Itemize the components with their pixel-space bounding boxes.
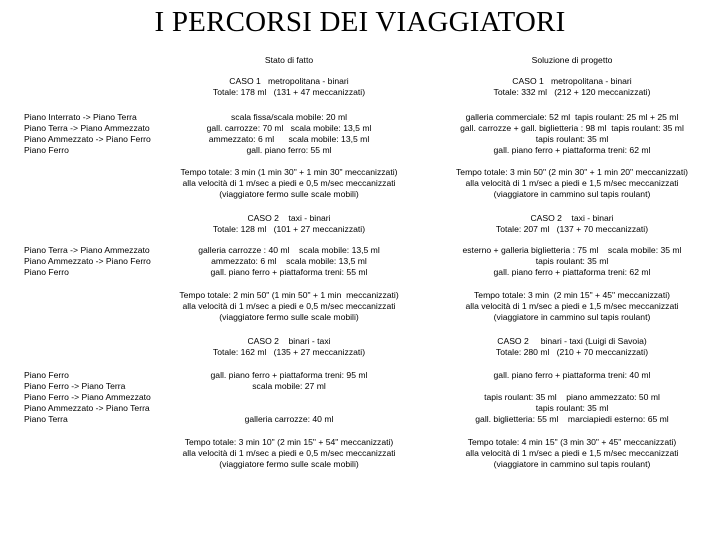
- route-detail-progetto-line: tapis roulant: 35 ml piano ammezzato: 50 ml: [484, 392, 660, 402]
- route-detail-progetto-line: esterno + galleria biglietteria : 75 ml scala mobile: 35 ml: [462, 245, 682, 255]
- floor-route-labels-line: Piano Interrato -> Piano Terra: [24, 112, 137, 122]
- route-detail-fatto-line: scala fissa/scala mobile: 20 ml: [230, 112, 348, 122]
- floor-route-labels: [24, 112, 151, 156]
- route-detail-progetto-line: gall. piano ferro + piattaforma treni: 40 ml: [493, 370, 651, 380]
- route-detail-progetto: [424, 245, 720, 278]
- route-detail-fatto-line: [160, 403, 418, 414]
- route-detail-progetto-line: galleria commerciale: 52 ml tapis roulant: 25 ml + 25 ml: [465, 112, 679, 122]
- total-time-fatto-line: alla velocità di 1 m/sec a piedi e 0,5 m/sec meccanizzati: [182, 448, 396, 458]
- header-stato-di-fatto: Stato di fatto: [264, 55, 314, 65]
- floor-route-labels-line: Piano Terra -> Piano Ammezzato: [24, 245, 150, 255]
- case-heading-fatto-line: CASO 2 taxi - binari: [247, 213, 331, 223]
- case-heading-fatto-line: Totale: 178 ml (131 + 47 meccanizzati): [212, 87, 366, 97]
- floor-route-labels-line: Piano Ferro: [24, 145, 69, 155]
- total-time-progetto: [424, 437, 720, 470]
- route-detail-progetto-line: gall. carrozze + gall. biglietteria : 98 ml tapis roulant: 35 ml: [460, 123, 684, 133]
- floor-route-labels: [24, 245, 151, 278]
- total-time-fatto-line: Tempo totale: 3 min 10" (2 min 15" + 54" meccanizzati): [184, 437, 394, 447]
- case-heading-progetto-line: Totale: 207 ml (137 + 70 meccanizzati): [495, 224, 649, 234]
- route-detail-fatto-line: gall. piano ferro + piattaforma treni: 55 ml: [210, 267, 368, 277]
- case-heading-progetto: [424, 213, 720, 235]
- case-heading-fatto: [160, 213, 418, 235]
- total-time-fatto: [160, 167, 418, 200]
- floor-route-labels-line: Piano Ammezzato -> Piano Terra: [24, 403, 150, 413]
- case-heading-progetto-line: Totale: 280 ml (210 + 70 meccanizzati): [495, 347, 649, 357]
- total-time-progetto: [424, 290, 720, 323]
- total-time-fatto-line: Tempo totale: 2 min 50" (1 min 50" + 1 min meccanizzati): [179, 290, 399, 300]
- route-detail-fatto: [160, 112, 418, 156]
- total-time-progetto-line: (viaggiatore in cammino sul tapis roulant): [493, 189, 651, 199]
- total-time-progetto-line: alla velocità di 1 m/sec a piedi e 1,5 m/sec meccanizzati: [465, 301, 679, 311]
- total-time-fatto: [160, 437, 418, 470]
- page-title: I PERCORSI DEI VIAGGIATORI: [154, 6, 566, 38]
- case-heading-progetto-line: Totale: 332 ml (212 + 120 meccanizzati): [493, 87, 651, 97]
- floor-route-labels-line: Piano Ferro: [24, 370, 69, 380]
- floor-route-labels: [24, 370, 151, 425]
- total-time-fatto-line: alla velocità di 1 m/sec a piedi e 0,5 m/sec meccanizzati: [182, 301, 396, 311]
- case-heading-progetto-line: CASO 1 metropolitana - binari: [512, 76, 632, 86]
- total-time-progetto-line: alla velocità di 1 m/sec a piedi e 1,5 m/sec meccanizzati: [465, 448, 679, 458]
- floor-route-labels-line: Piano Ferro: [24, 267, 69, 277]
- total-time-progetto-line: (viaggiatore in cammino sul tapis roulant): [493, 312, 651, 322]
- case-heading-fatto-line: CASO 2 binari - taxi: [247, 336, 331, 346]
- route-detail-fatto-line: scala mobile: 27 ml: [252, 381, 326, 391]
- case-heading-fatto-line: CASO 1 metropolitana - binari: [229, 76, 349, 86]
- case-heading-progetto-line: CASO 2 taxi - binari: [530, 213, 614, 223]
- route-detail-progetto-line: [424, 381, 720, 392]
- total-time-fatto-line: alla velocità di 1 m/sec a piedi e 0,5 m/sec meccanizzati: [182, 178, 396, 188]
- total-time-fatto-line: Tempo totale: 3 min (1 min 30" + 1 min 30" meccanizzati): [180, 167, 398, 177]
- total-time-progetto-line: alla velocità di 1 m/sec a piedi e 1,5 m/sec meccanizzati: [465, 178, 679, 188]
- route-detail-progetto-line: gall. biglietteria: 55 ml marciapiedi esterno: 65 ml: [475, 414, 669, 424]
- route-detail-progetto-line: tapis roulant: 35 ml: [535, 256, 609, 266]
- route-detail-progetto-line: tapis roulant: 35 ml: [535, 403, 609, 413]
- case-heading-progetto-line: CASO 2 binari - taxi (Luigi di Savoia): [497, 336, 647, 346]
- route-detail-progetto: [424, 112, 720, 156]
- case-heading-progetto: [424, 76, 720, 98]
- floor-route-labels-line: Piano Ammezzato -> Piano Ferro: [24, 134, 151, 144]
- route-detail-fatto-line: ammezzato: 6 ml scala mobile: 13,5 ml: [208, 134, 370, 144]
- total-time-fatto: [160, 290, 418, 323]
- route-detail-fatto-line: galleria carrozze : 40 ml scala mobile: 13,5 ml: [198, 245, 380, 255]
- floor-route-labels-line: Piano Terra -> Piano Ammezzato: [24, 123, 150, 133]
- route-detail-fatto-line: galleria carrozze: 40 ml: [244, 414, 334, 424]
- route-detail-fatto-line: [160, 392, 418, 403]
- route-detail-fatto-line: gall. piano ferro: 55 ml: [246, 145, 332, 155]
- route-detail-fatto-line: ammezzato: 6 ml scala mobile: 13,5 ml: [211, 256, 367, 266]
- route-detail-progetto-line: gall. piano ferro + piattaforma treni: 62 ml: [493, 267, 651, 277]
- route-detail-progetto-line: gall. piano ferro + piattaforma treni: 62 ml: [493, 145, 651, 155]
- total-time-fatto-line: (viaggiatore fermo sulle scale mobili): [219, 189, 359, 199]
- route-detail-progetto: [424, 370, 720, 425]
- route-detail-fatto: [160, 245, 418, 278]
- route-detail-fatto-line: gall. carrozze: 70 ml scala mobile: 13,5 ml: [206, 123, 372, 133]
- case-heading-fatto-line: Totale: 162 ml (135 + 27 meccanizzati): [212, 347, 366, 357]
- case-heading-fatto: [160, 336, 418, 358]
- case-heading-fatto: [160, 76, 418, 98]
- case-heading-progetto: [424, 336, 720, 358]
- floor-route-labels-line: Piano Terra: [24, 414, 68, 424]
- route-detail-fatto: [160, 370, 418, 425]
- route-detail-fatto-line: gall. piano ferro + piattaforma treni: 95 ml: [210, 370, 368, 380]
- floor-route-labels-line: Piano Ferro -> Piano Ammezzato: [24, 392, 151, 402]
- total-time-progetto-line: Tempo totale: 3 min 50" (2 min 30" + 1 min 20" meccanizzati): [456, 167, 688, 177]
- total-time-progetto: [424, 167, 720, 200]
- case-heading-fatto-line: Totale: 128 ml (101 + 27 meccanizzati): [212, 224, 366, 234]
- floor-route-labels-line: Piano Ammezzato -> Piano Ferro: [24, 256, 151, 266]
- total-time-progetto-line: (viaggiatore in cammino sul tapis roulant): [493, 459, 651, 469]
- header-soluzione-di-progetto: Soluzione di progetto: [531, 55, 613, 65]
- total-time-fatto-line: (viaggiatore fermo sulle scale mobili): [219, 459, 359, 469]
- total-time-progetto-line: Tempo totale: 4 min 15" (3 min 30" + 45" meccanizzati): [467, 437, 677, 447]
- total-time-progetto-line: Tempo totale: 3 min (2 min 15" + 45" meccanizzati): [474, 290, 670, 300]
- total-time-fatto-line: (viaggiatore fermo sulle scale mobili): [219, 312, 359, 322]
- route-detail-progetto-line: tapis roulant: 35 ml: [535, 134, 609, 144]
- floor-route-labels-line: Piano Ferro -> Piano Terra: [24, 381, 126, 391]
